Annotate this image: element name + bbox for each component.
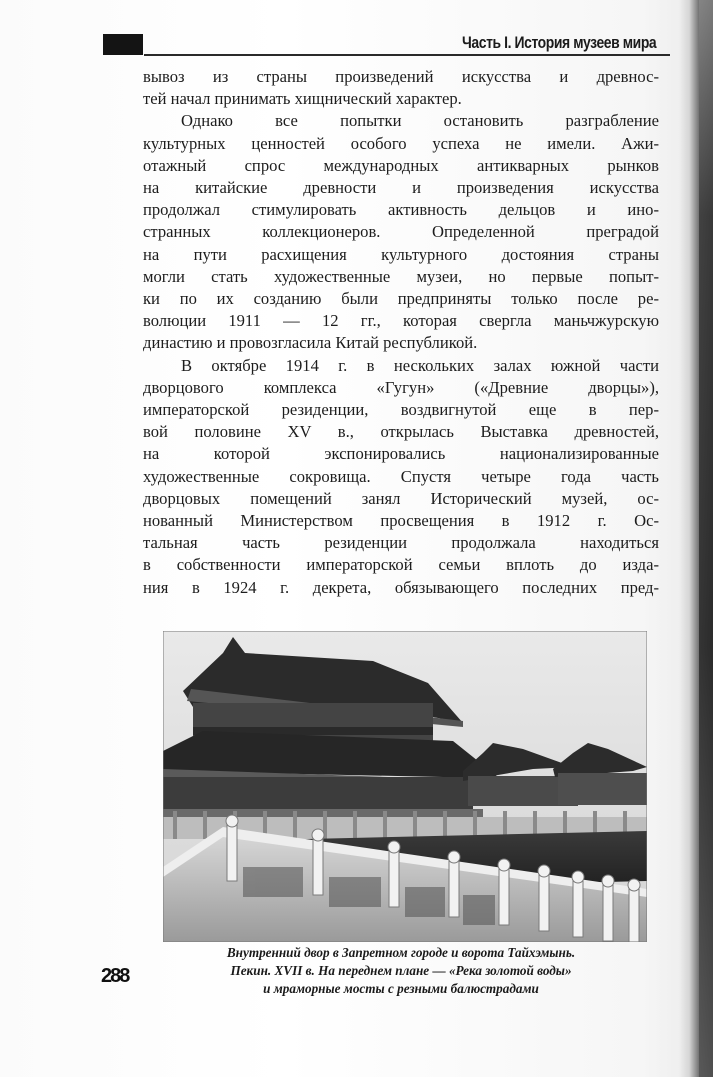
text-line: тальная часть резиденции продолжала находиться — [143, 533, 659, 553]
text-line: вой половине XV в., открылась Выставка древностей, — [143, 422, 659, 442]
text-line: на которой экспонировались национализированные — [143, 444, 659, 464]
text-line: ния в 1924 г. декрета, обязывающего последних пред- — [143, 577, 659, 597]
text-line: Однако все попытки остановить разграбление — [181, 111, 659, 131]
book-spine-edge — [699, 0, 713, 1077]
text-line: художественные сокровища. Спустя четыре года часть — [143, 466, 659, 486]
caption-line: Пекин. XVII в. На переднем плане — «Река золотой воды» — [230, 963, 572, 978]
text-line: В октябре 1914 г. в нескольких залах южной части — [181, 355, 659, 375]
text-line: дворцового комплекса «Гугун» («Древние дворцы»), — [143, 377, 659, 397]
text-line: волюции 1911 — 12 гг., которая свергла маньчжурскую — [143, 311, 659, 331]
text-line: вывоз из страны произведений искусства и древнос- — [143, 67, 659, 86]
text-line: династию и провозгласила Китай республикой. — [143, 333, 478, 353]
text-line: тей начал принимать хищнический характер. — [143, 89, 462, 109]
text-line: дворцовых помещений занял Исторический музей, ос- — [143, 488, 659, 508]
text-line: в собственности императорской семьи вплоть до изда- — [143, 555, 659, 575]
running-title: Часть I. История музеев мира — [462, 33, 657, 52]
text-line: императорской резиденции, воздвигнутой еще в пер- — [143, 400, 659, 420]
text-line: культурных ценностей особого успеха не имели. Ажи- — [143, 133, 659, 153]
text-line: на китайские древности и произведения искусства — [143, 178, 659, 198]
text-line: могли стать художественные музеи, но первые попыт- — [143, 266, 659, 286]
caption-line: Внутренний двор в Запретном городе и ворота Тайхэмынь. — [226, 945, 576, 960]
body-text — [143, 66, 659, 599]
caption-line: и мраморные мосты с резными балюстрадами — [263, 981, 539, 996]
text-line: ки по их созданию были предприняты только после ре- — [143, 289, 659, 309]
header-black-block — [103, 34, 143, 55]
header-rule — [144, 54, 670, 56]
page-number: 288 — [101, 965, 129, 987]
text-line: нованный Министерством просвещения в 1912 г. Ос- — [143, 511, 659, 531]
text-line: отажный спрос международных антикварных рынков — [143, 155, 659, 175]
text-line: на пути расхищения культурного достояния страны — [143, 244, 659, 264]
text-line: продолжал стимулировать активность дельцов и ино- — [143, 200, 659, 220]
forbidden-city-photo — [163, 631, 647, 942]
photo-caption — [150, 944, 652, 998]
text-line: странных коллекционеров. Определенной преградой — [143, 222, 659, 242]
